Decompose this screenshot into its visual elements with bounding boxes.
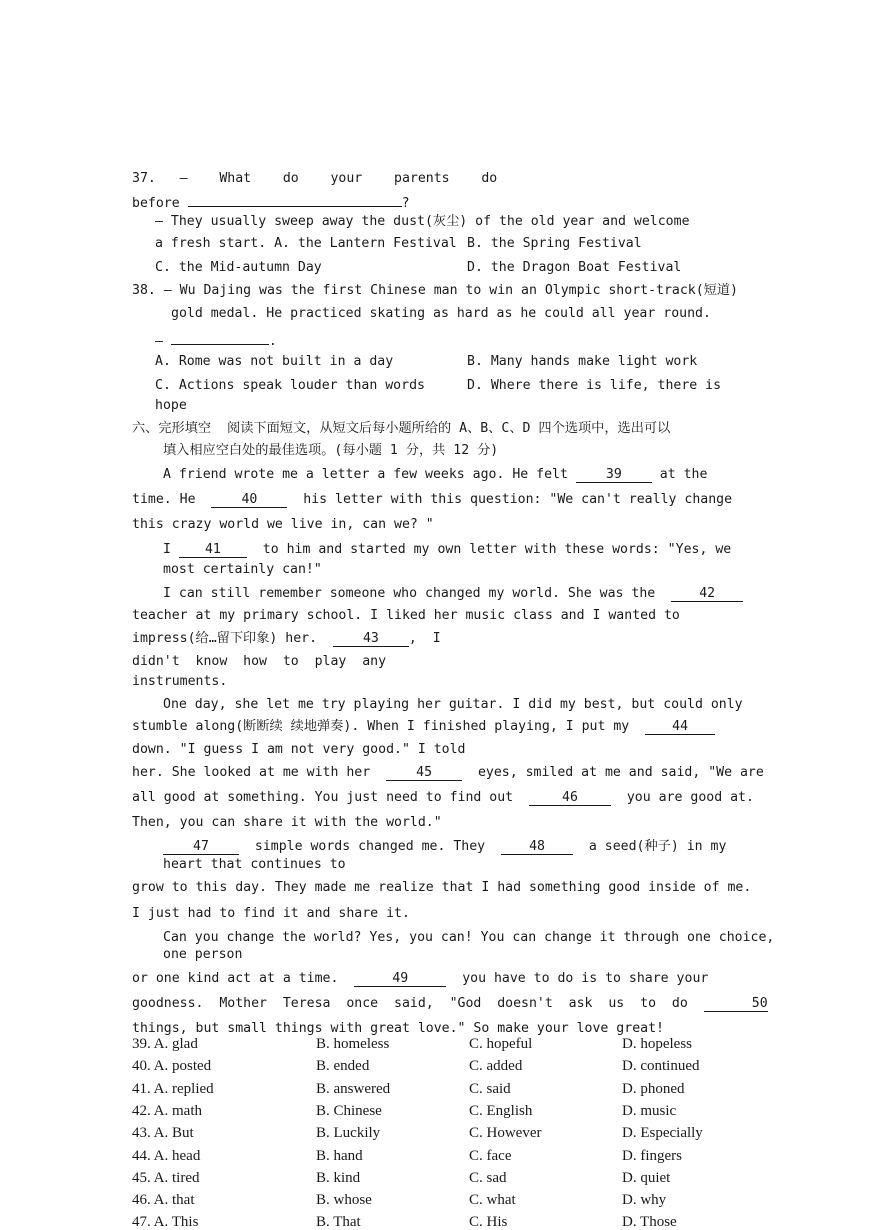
option-a[interactable]: 40. A. posted [132, 1058, 212, 1075]
passage-text: A friend wrote me a letter a few weeks ago. He felt [163, 467, 576, 482]
passage-line [132, 791, 754, 806]
section-instructions: 填入相应空白处的最佳选项。(每小题 1 分，共 12 分) [163, 443, 499, 458]
option-c[interactable]: C. added [469, 1058, 523, 1075]
option-c[interactable]: C. said [469, 1080, 511, 1097]
option-a[interactable]: 41. A. replied [132, 1080, 214, 1097]
q37-answer-blank[interactable] [188, 192, 402, 207]
option-a[interactable]: 39. A. glad [132, 1036, 198, 1052]
option-d[interactable]: D. music [622, 1102, 677, 1119]
passage-line [132, 997, 768, 1012]
passage-text: a seed(种子) in my [573, 839, 727, 854]
passage-text: impress(给…留下印象) her. [132, 631, 333, 646]
option-b[interactable]: B. Chinese [316, 1102, 382, 1119]
option-c[interactable]: C. sad [469, 1169, 507, 1186]
option-b[interactable]: B. Luckily [316, 1125, 381, 1142]
option-a[interactable]: 47. A. This [132, 1214, 199, 1230]
blank-44[interactable]: 44 [645, 720, 715, 735]
option-c[interactable]: C. However [469, 1125, 542, 1142]
section-heading: 六、完形填空 阅读下面短文，从短文后每小题所给的 A、B、C、D 四个选项中，选出可以 [132, 421, 671, 436]
option-c[interactable]: C. what [469, 1192, 516, 1209]
passage-text: all good at something. You just need to find out [132, 790, 529, 805]
q37-line-2 [132, 192, 410, 210]
passage-line [163, 587, 743, 602]
option-a[interactable]: 44. A. head [132, 1147, 201, 1164]
blank-42[interactable]: 42 [671, 587, 743, 602]
q37-line-1: 37. — What do your parents do [132, 171, 498, 186]
option-b[interactable]: B. kind [316, 1169, 361, 1186]
passage-line [163, 840, 726, 855]
option-d[interactable]: D. continued [622, 1058, 700, 1075]
option-a[interactable]: 46. A. that [132, 1192, 195, 1209]
passage-text: I [163, 542, 179, 557]
passage-line: One day, she let me try playing her guitar. I did my best, but could only [163, 697, 743, 712]
passage-line: teacher at my primary school. I liked her music class and I wanted to [132, 608, 680, 623]
blank-49[interactable]: 49 [354, 972, 446, 987]
passage-line [132, 493, 732, 508]
passage-line: didn't know how to play any [132, 654, 387, 669]
passage-line: this crazy world we live in, can we? " [132, 517, 434, 532]
option-d[interactable]: D. fingers [622, 1147, 682, 1164]
passage-text: , I [408, 631, 441, 646]
option-b[interactable]: B. ended [316, 1058, 370, 1075]
passage-text: you are good at. [610, 790, 754, 805]
option-d[interactable]: D. Those [622, 1214, 677, 1230]
option-b[interactable]: B. That [316, 1214, 361, 1230]
passage-line: one person [163, 947, 243, 962]
passage-text: time. He [132, 492, 212, 507]
passage-line [163, 468, 707, 483]
q38-answer-blank[interactable] [171, 330, 269, 345]
passage-line [132, 972, 708, 987]
passage-line: heart that continues to [163, 857, 346, 872]
passage-line: down. "I guess I am not very good." I told [132, 742, 466, 757]
q38-period: . [268, 334, 277, 349]
option-a[interactable]: 45. A. tired [132, 1169, 200, 1186]
passage-text: goodness. Mother Teresa once said, "God doesn't ask us to do [132, 996, 704, 1011]
option-b[interactable]: B. homeless [316, 1036, 390, 1052]
passage-text: to him and started my own letter with these words: "Yes, we [246, 542, 732, 557]
q37-option-b: B. the Spring Festival [467, 236, 642, 251]
passage-text: eyes, smiled at me and said, "We are [462, 765, 764, 780]
option-a[interactable]: 42. A. math [132, 1102, 202, 1119]
blank-41[interactable]: 41 [179, 543, 247, 558]
option-b[interactable]: B. hand [316, 1147, 363, 1164]
option-c[interactable]: C. hopeful [469, 1036, 533, 1052]
passage-text: her. She looked at me with her [132, 765, 387, 780]
option-d[interactable]: D. hopeless [622, 1036, 692, 1052]
option-c[interactable]: C. His [469, 1214, 508, 1230]
q37-question-mark: ? [401, 196, 410, 211]
passage-line: Can you change the world? Yes, you can! You can change it through one choice, [163, 930, 775, 945]
option-d[interactable]: D. quiet [622, 1169, 671, 1186]
passage-line: I just had to find it and share it. [132, 906, 410, 921]
blank-50[interactable]: 50 [704, 997, 768, 1012]
passage-line: most certainly can!" [163, 562, 322, 577]
option-c[interactable]: C. English [469, 1102, 533, 1119]
option-d[interactable]: D. why [622, 1192, 667, 1209]
passage-line [132, 632, 441, 647]
option-c[interactable]: C. face [469, 1147, 512, 1164]
q38-option-d-cont: hope [155, 398, 187, 413]
passage-text: I can still remember someone who changed my world. She was the [163, 586, 672, 601]
passage-text: or one kind act at a time. [132, 971, 355, 986]
option-b[interactable]: B. whose [316, 1192, 372, 1209]
q37-option-c: C. the Mid-autumn Day [155, 260, 322, 275]
passage-line [163, 543, 731, 558]
passage-text: you have to do is to share your [446, 971, 709, 986]
passage-text: stumble along(断断续 续地弹奏). When I finished playing, I put my [132, 719, 646, 734]
passage-line: instruments. [132, 674, 228, 689]
passage-text: simple words changed me. They [239, 839, 502, 854]
option-a[interactable]: 43. A. But [132, 1125, 194, 1142]
q37-option-d: D. the Dragon Boat Festival [467, 260, 682, 275]
option-d[interactable]: D. Especially [622, 1125, 703, 1142]
q38-dash: — [155, 334, 171, 349]
option-b[interactable]: B. answered [316, 1080, 391, 1097]
passage-text: at the [651, 467, 708, 482]
q38-option-c: C. Actions speak louder than words [155, 378, 425, 393]
passage-line [132, 720, 715, 735]
q37-option-a: a fresh start. A. the Lantern Festival [155, 236, 457, 251]
blank-46[interactable]: 46 [529, 791, 611, 806]
blank-40[interactable]: 40 [211, 493, 287, 508]
q37-prefix: before [132, 196, 188, 211]
q38-line-2: gold medal. He practiced skating as hard as he could all year round. [171, 306, 711, 321]
q38-option-a: A. Rome was not built in a day [155, 354, 394, 369]
q38-option-d: D. Where there is life, there is [467, 378, 722, 393]
passage-line: grow to this day. They made me realize that I had something good inside of me. [132, 880, 752, 895]
q37-line-3: — They usually sweep away the dust(灰尘) of the old year and welcome [155, 214, 690, 229]
blank-47[interactable]: 47 [163, 840, 239, 855]
blank-43[interactable]: 43 [333, 632, 409, 647]
option-d[interactable]: D. phoned [622, 1080, 685, 1097]
passage-text: his letter with this question: "We can't really change [287, 492, 733, 507]
q38-line-3 [155, 330, 277, 348]
passage-line: things, but small things with great love." So make your love great! [132, 1021, 664, 1036]
blank-48[interactable]: 48 [501, 840, 573, 855]
passage-line [132, 766, 764, 781]
q38-option-b: B. Many hands make light work [467, 354, 698, 369]
blank-39[interactable]: 39 [576, 468, 652, 483]
q38-line-1: 38. — Wu Dajing was the first Chinese man to win an Olympic short-track(短道) [132, 283, 738, 298]
passage-line: Then, you can share it with the world." [132, 815, 442, 830]
blank-45[interactable]: 45 [386, 766, 462, 781]
